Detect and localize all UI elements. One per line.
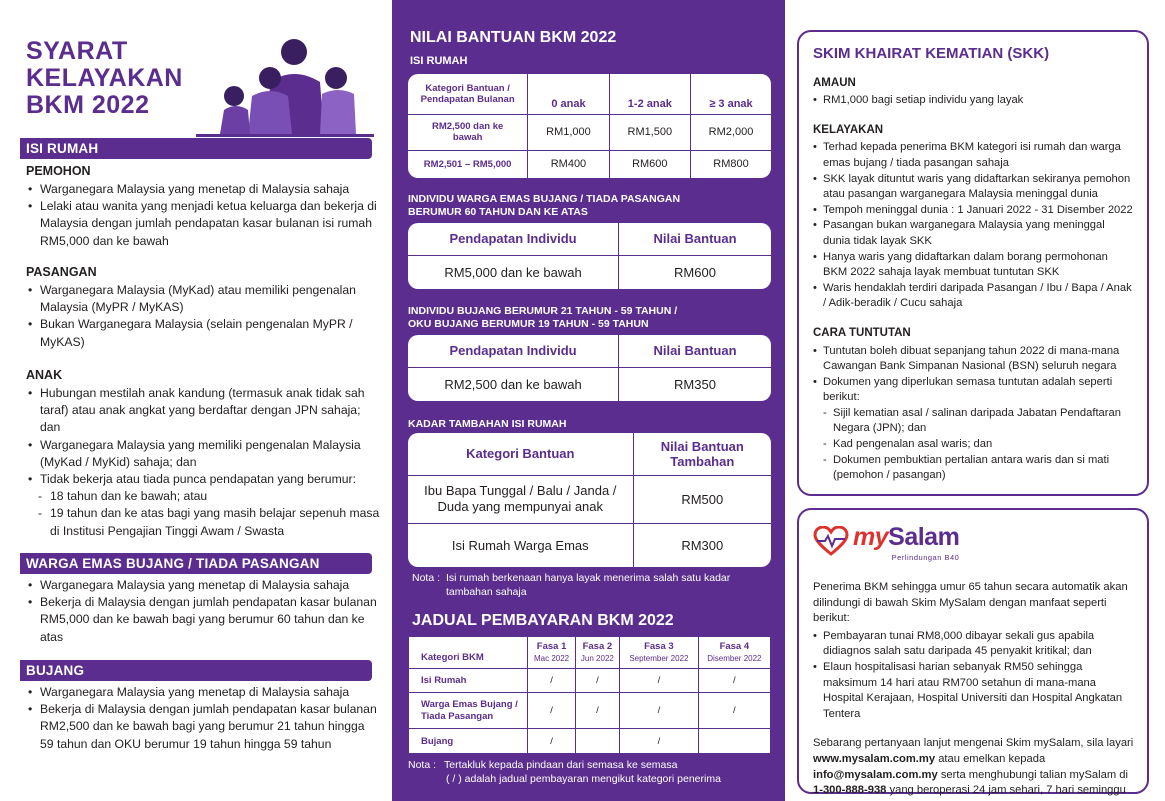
list-item: • RM1,000 bagi setiap individu yang layak bbox=[813, 93, 1135, 109]
list-item: • Pembayaran tunai RM8,000 dibayar sekali gus apabila didiagnos salah satu daripada 45 penyakit kritikal; dan bbox=[813, 629, 1135, 660]
anak-sub-list bbox=[26, 488, 381, 540]
cara-tuntutan-list bbox=[813, 344, 1135, 406]
father-head bbox=[281, 39, 307, 65]
note-label: Nota : bbox=[412, 572, 441, 584]
table-cell: Isi Rumah bbox=[409, 669, 528, 693]
table-header-cell: Kategori Bantuan bbox=[408, 433, 633, 475]
table-cell: / bbox=[575, 669, 619, 693]
table-cell: / bbox=[528, 693, 575, 729]
list-item: • Hanya waris yang didaftarkan dalam borang permohonan BKM 2022 sahaja layak membuat tuntutan SKK bbox=[813, 250, 1135, 281]
table-header-cell: Pendapatan Individu bbox=[408, 223, 619, 255]
list-item: • Bekerja di Malaysia dengan jumlah pendapatan kasar bulanan RM5,000 dan ke bawah bagi yang berumur 60 tahun dan ke atas bbox=[26, 594, 381, 646]
phase-month: Disember 2022 bbox=[707, 653, 762, 663]
list-item: • Tempoh meninggal dunia : 1 Januari 2022 - 31 Disember 2022 bbox=[813, 203, 1135, 219]
mother-body bbox=[248, 91, 292, 134]
table-row bbox=[409, 693, 771, 729]
isi-rumah-section bbox=[20, 138, 372, 159]
table-row bbox=[408, 475, 771, 523]
list-item: • Tuntutan boleh dibuat sepanjang tahun 2022 di mana-mana Cawangan Bank Simpanan Nasional (BSN) seluruh negara bbox=[813, 344, 1135, 375]
list-item: • Warganegara Malaysia yang memiliki pengenalan Malaysia (MyKad / MyKid) sahaja; dan bbox=[26, 437, 381, 471]
list-item: • Terhad kepada penerima BKM kategori isi rumah dan warga emas bujang / tiada pasangan sahaja bbox=[813, 140, 1135, 171]
eligibility-column bbox=[0, 0, 392, 801]
table-cell: RM600 bbox=[619, 255, 771, 289]
mysalam-intro: Penerima BKM sehingga umur 65 tahun secara automatik akan dilindungi di bawah Skim MySalam dengan manfaat seperti berikut: bbox=[813, 581, 1128, 625]
phone-number[interactable]: 1-300-888-938 bbox=[813, 784, 887, 797]
table-cell: / bbox=[620, 669, 699, 693]
bujang-section bbox=[20, 660, 372, 681]
anak-block bbox=[26, 368, 381, 540]
logo-salam: Salam bbox=[888, 523, 960, 551]
kadar-tambahan-label: KADAR TAMBAHAN ISI RUMAH bbox=[408, 418, 567, 430]
table-cell: RM1,500 bbox=[609, 114, 690, 150]
skk-card bbox=[797, 30, 1149, 496]
phone-intro: serta menghubungi talian mySalam di bbox=[940, 768, 1128, 781]
table-cell: RM300 bbox=[633, 523, 771, 567]
website-link[interactable]: www.mysalam.com.my bbox=[813, 752, 936, 765]
phase-name: Fasa 4 bbox=[719, 640, 750, 652]
list-item: • Warganegara Malaysia (MyKad) atau memiliki pengenalan Malaysia (MyPR / MyKAS) bbox=[26, 282, 381, 316]
warga-emas-section bbox=[20, 553, 372, 574]
list-item: • Dokumen yang diperlukan semasa tuntutan adalah seperti berikut: bbox=[813, 375, 1135, 406]
isi-rumah-value-table bbox=[408, 74, 771, 178]
list-item: • Elaun hospitalisasi harian sebanyak RM50 sehingga maksimum 14 hari atau RM700 setahun di mana-mana Hospital Kerajaan, Hospital Universiti dan Hospital Angkatan Tentera bbox=[813, 660, 1135, 722]
pasangan-label: PASANGAN bbox=[26, 265, 97, 279]
warga-emas-value-table bbox=[408, 223, 771, 289]
list-item: • Bukan Warganegara Malaysia (selain pengenalan MyPR / MyKAS) bbox=[26, 316, 381, 350]
table-header-cell: Kategori Bantuan / Pendapatan Bulanan bbox=[408, 74, 528, 114]
pasangan-list bbox=[26, 282, 381, 351]
list-item: • Bekerja di Malaysia dengan jumlah pendapatan kasar bulanan RM2,500 dan ke bawah bagi yang berumur 21 tahun hingga 59 tahun dan OKU berumur 19 tahun hingga 59 tahun bbox=[26, 701, 381, 753]
girl-body bbox=[220, 106, 250, 134]
table-header-cell: Nilai Bantuan bbox=[619, 223, 771, 255]
list-item: • Warganegara Malaysia yang menetap di Malaysia sahaja bbox=[26, 684, 381, 701]
table-cell: / bbox=[620, 693, 699, 729]
mysalam-card bbox=[797, 508, 1149, 797]
phase-month: Mac 2022 bbox=[534, 653, 570, 663]
table-row bbox=[409, 729, 771, 754]
table-row bbox=[408, 150, 771, 178]
note-text: Isi rumah berkenaan hanya layak menerima salah satu kadar tambahan sahaja bbox=[446, 572, 731, 598]
table-cell: RM600 bbox=[609, 150, 690, 178]
table-cell: RM2,000 bbox=[691, 114, 772, 150]
table-cell: RM2,500 dan ke bawah bbox=[408, 114, 528, 150]
list-item: - 19 tahun dan ke atas bagi yang masih belajar sepenuh masa di Institusi Pengajian Tinggi Awam / Swasta bbox=[36, 505, 381, 539]
table-cell: RM1,000 bbox=[528, 114, 609, 150]
skk-mysalam-column bbox=[785, 0, 1165, 801]
table-cell: RM5,000 dan ke bawah bbox=[408, 255, 619, 289]
phase-month: September 2022 bbox=[629, 653, 689, 663]
warga-emas-block bbox=[26, 577, 381, 646]
logo-tagline: Perlindungan B40 bbox=[891, 553, 960, 562]
kelayakan-list bbox=[813, 140, 1135, 312]
mysalam-benefit-list bbox=[813, 629, 1135, 723]
table-cell: / bbox=[698, 693, 770, 729]
title-line: SYARAT bbox=[26, 37, 128, 65]
family-illustration bbox=[196, 30, 374, 140]
table-cell: / bbox=[528, 669, 575, 693]
payment-schedule-table bbox=[408, 636, 771, 754]
email-link[interactable]: info@mysalam.com.my bbox=[813, 768, 938, 781]
list-item: - Sijil kematian asal / salinan daripada Jabatan Pendaftaran Negara (JPN); dan bbox=[823, 406, 1135, 437]
hours-text: yang beroperasi 24 jam sehari, 7 hari seminggu bbox=[889, 784, 1126, 797]
amaun-list bbox=[813, 93, 1135, 109]
bujang-block bbox=[26, 684, 381, 753]
jadual-title: JADUAL PEMBAYARAN BKM 2022 bbox=[412, 612, 674, 629]
note-line: Tertakluk kepada pindaan dari semasa ke semasa bbox=[444, 759, 678, 771]
phase-header-3 bbox=[620, 637, 699, 669]
table-header-cell: Kategori BKM bbox=[409, 637, 528, 669]
skk-title: SKIM KHAIRAT KEMATIAN (SKK) bbox=[813, 45, 1050, 62]
list-item: - Dokumen pembuktian pertalian antara waris dan si mati (pemohon / pasangan) bbox=[823, 453, 1135, 484]
warga-emas-value-label bbox=[408, 193, 680, 219]
list-item: • Warganegara Malaysia yang menetap di Malaysia sahaja bbox=[26, 181, 381, 198]
table-cell: RM800 bbox=[691, 150, 772, 178]
pasangan-block bbox=[26, 265, 381, 351]
label-line: INDIVIDU WARGA EMAS BUJANG / TIADA PASANGAN bbox=[408, 193, 681, 205]
heart-pulse-icon bbox=[813, 526, 849, 556]
table-row bbox=[408, 114, 771, 150]
isi-rumah-heading: ISI RUMAH bbox=[20, 138, 372, 159]
table-row bbox=[408, 523, 771, 567]
title-line: KELAYAKAN bbox=[26, 64, 183, 92]
phase-name: Fasa 3 bbox=[644, 640, 674, 652]
bujang-list bbox=[26, 684, 381, 753]
table-cell: RM500 bbox=[633, 475, 771, 523]
phase-header-4 bbox=[698, 637, 770, 669]
mysalam-contact bbox=[813, 736, 1135, 798]
table-cell: / bbox=[698, 669, 770, 693]
bujang-value-table bbox=[408, 335, 771, 401]
table-cell bbox=[575, 729, 619, 754]
table-header-cell: ≥ 3 anak bbox=[691, 74, 772, 114]
page-title bbox=[26, 38, 183, 119]
list-item: • Lelaki atau wanita yang menjadi ketua keluarga dan bekerja di Malaysia dengan jumlah pendapatan kasar bulanan isi rumah RM5,000 dan ke bawah bbox=[26, 198, 381, 250]
list-item: • Pasangan bukan warganegara Malaysia yang meninggal dunia tidak layak SKK bbox=[813, 218, 1135, 249]
label-line: OKU BUJANG BERUMUR 19 TAHUN - 59 TAHUN bbox=[408, 318, 649, 330]
table-header-cell: Pendapatan Individu bbox=[408, 335, 619, 367]
table-cell: / bbox=[575, 693, 619, 729]
table-row bbox=[408, 367, 771, 401]
table-row bbox=[408, 255, 771, 289]
logo-my: my bbox=[853, 523, 889, 551]
pemohon-list bbox=[26, 181, 381, 250]
note-label: Nota : bbox=[408, 759, 437, 771]
list-item: • SKK layak dituntut waris yang didaftarkan sekiranya pemohon atau pasangan warganegara Malaysia meninggal dunia bbox=[813, 172, 1135, 203]
boy-body bbox=[320, 90, 356, 134]
table-cell: RM2,501 – RM5,000 bbox=[408, 150, 528, 178]
table-cell: RM2,500 dan ke bawah bbox=[408, 367, 619, 401]
table-cell: / bbox=[620, 729, 699, 754]
table-cell: RM350 bbox=[619, 367, 771, 401]
table-cell bbox=[698, 729, 770, 754]
label-line: INDIVIDU BUJANG BERUMUR 21 TAHUN - 59 TAHUN / bbox=[408, 305, 678, 317]
cara-tuntutan-label: CARA TUNTUTAN bbox=[813, 326, 911, 339]
phase-name: Fasa 1 bbox=[536, 640, 567, 652]
list-item: • Warganegara Malaysia yang menetap di Malaysia sahaja bbox=[26, 577, 381, 594]
table-cell: / bbox=[528, 729, 575, 754]
assistance-value-column bbox=[392, 0, 785, 801]
isi-rumah-label: ISI RUMAH bbox=[410, 55, 468, 67]
table-header-cell: 1-2 anak bbox=[609, 74, 690, 114]
table-row bbox=[409, 669, 771, 693]
phase-header-2 bbox=[575, 637, 619, 669]
anak-list bbox=[26, 385, 381, 488]
list-item: • Waris hendaklah terdiri daripada Pasangan / Ibu / Bapa / Anak / Adik-beradik / Cucu sahaja bbox=[813, 281, 1135, 312]
table-cell: Ibu Bapa Tunggal / Balu / Janda / Duda yang mempunyai anak bbox=[408, 475, 633, 523]
list-item: • Tidak bekerja atau tiada punca pendapatan yang berumur: bbox=[26, 471, 381, 488]
table-cell: RM400 bbox=[528, 150, 609, 178]
email-intro: atau emelkan kepada bbox=[938, 752, 1046, 765]
list-item: - 18 tahun dan ke bawah; atau bbox=[36, 488, 381, 505]
girl-head bbox=[224, 86, 244, 106]
anak-label: ANAK bbox=[26, 368, 63, 382]
phase-name: Fasa 2 bbox=[582, 640, 613, 652]
title-line: BKM 2022 bbox=[26, 91, 150, 119]
warga-emas-list bbox=[26, 577, 381, 646]
pemohon-block bbox=[26, 164, 381, 250]
label-line: BERUMUR 60 TAHUN DAN KE ATAS bbox=[408, 206, 588, 218]
phase-header-1 bbox=[528, 637, 575, 669]
table-cell: Isi Rumah Warga Emas bbox=[408, 523, 633, 567]
illustration-ground bbox=[196, 134, 374, 137]
list-item: • Hubungan mestilah anak kandung (termasuk anak tidak sah taraf) atau anak angkat yang berdaftar dengan JPN sahaja; dan bbox=[26, 385, 381, 437]
note-jadual bbox=[408, 758, 773, 786]
warga-emas-heading: WARGA EMAS BUJANG / TIADA PASANGAN bbox=[20, 553, 372, 574]
boy-head bbox=[325, 67, 347, 89]
nilai-bantuan-title: NILAI BANTUAN BKM 2022 bbox=[410, 29, 617, 46]
pemohon-label: PEMOHON bbox=[26, 164, 91, 178]
table-header-cell: Nilai Bantuan bbox=[619, 335, 771, 367]
kadar-tambahan-table bbox=[408, 433, 771, 567]
table-header-cell: Nilai Bantuan Tambahan bbox=[633, 433, 771, 475]
contact-intro: Sebarang pertanyaan lanjut mengenai Skim mySalam, sila layari bbox=[813, 737, 1134, 750]
amaun-label: AMAUN bbox=[813, 76, 856, 89]
note-line: ( / ) adalah jadual pembayaran mengikut kategori penerima bbox=[446, 773, 721, 785]
note-kadar bbox=[412, 572, 772, 599]
bujang-heading: BUJANG bbox=[20, 660, 372, 681]
list-item: - Kad pengenalan asal waris; dan bbox=[823, 437, 1135, 453]
bujang-value-label bbox=[408, 305, 677, 331]
table-cell: Warga Emas Bujang / Tiada Pasangan bbox=[409, 693, 528, 729]
cara-tuntutan-sub-list bbox=[813, 406, 1135, 484]
table-cell: Bujang bbox=[409, 729, 528, 754]
phase-month: Jun 2022 bbox=[580, 653, 614, 663]
mysalam-logo bbox=[813, 524, 1135, 568]
kelayakan-label: KELAYAKAN bbox=[813, 123, 884, 136]
table-header-cell: 0 anak bbox=[528, 74, 609, 114]
mother-head bbox=[259, 67, 281, 89]
